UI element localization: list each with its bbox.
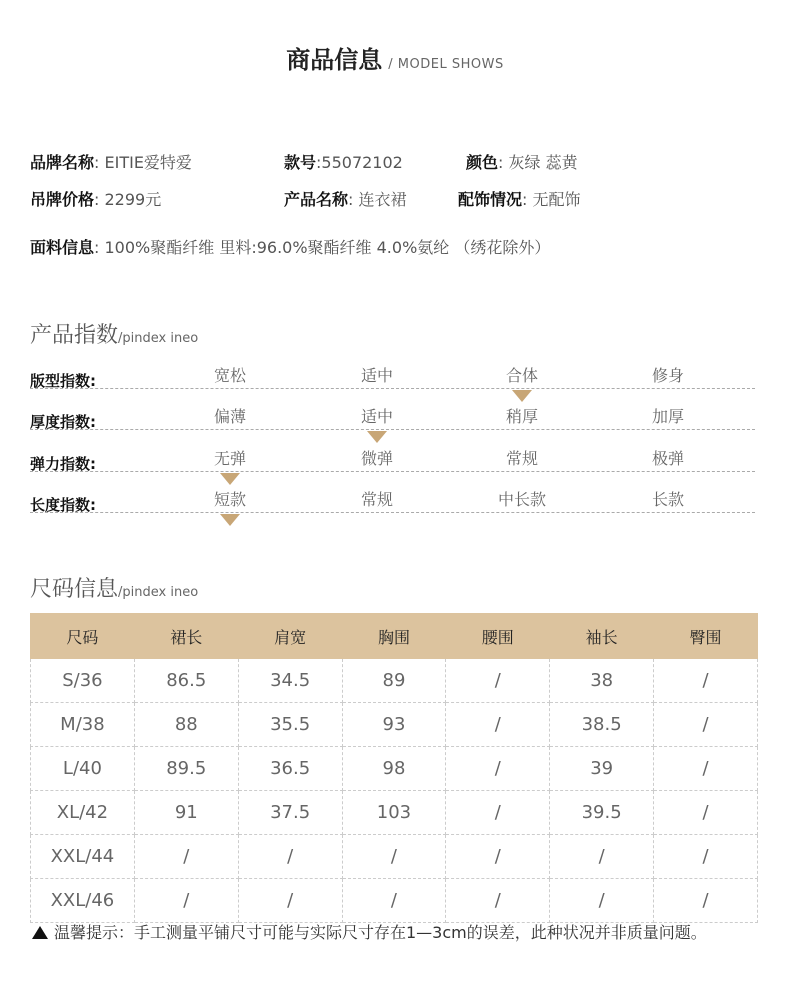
section-subtitle: /pindex ineo (118, 585, 199, 600)
info-sep: : (348, 190, 354, 209)
table-cell: 35.5 (238, 703, 342, 747)
section-title-text: 产品指数 (30, 323, 119, 348)
info-sep: : (94, 153, 100, 172)
index-option: 常规 (505, 449, 538, 468)
table-cell: 36.5 (238, 747, 342, 791)
table-cell: / (654, 835, 758, 879)
tip-text: 温馨提示：手工测量平铺尺寸可能与实际尺寸存在1—3cm的误差，此种状况并非质量问题。 (54, 923, 707, 942)
table-cell: / (446, 791, 550, 835)
table-row (31, 659, 758, 703)
column-header: 裙长 (134, 614, 238, 659)
index-label: 版型指数: (30, 372, 96, 390)
info-label: 产品名称 (284, 190, 349, 209)
info-value: 灰绿 蕊黄 (503, 153, 578, 172)
index-option: 加厚 (651, 407, 684, 426)
info-style-no (284, 150, 403, 173)
product-index-title (30, 318, 198, 349)
index-option: 适中 (360, 366, 393, 385)
table-cell: / (550, 835, 654, 879)
table-cell: XXL/46 (31, 879, 135, 923)
table-cell: 39 (550, 747, 654, 791)
table-cell: 37.5 (238, 791, 342, 835)
section-title-text: 尺码信息 (30, 577, 119, 602)
index-option: 极弹 (651, 449, 684, 468)
index-option: 常规 (360, 490, 393, 509)
table-cell: L/40 (31, 747, 135, 791)
table-cell: 103 (342, 791, 446, 835)
table-cell: 91 (134, 791, 238, 835)
info-label: 品牌名称 (30, 153, 95, 172)
table-cell: / (342, 835, 446, 879)
info-sep: : (522, 190, 528, 209)
column-header: 臀围 (654, 614, 758, 659)
index-option: 稍厚 (505, 407, 538, 426)
index-option: 宽松 (213, 366, 246, 385)
info-value: 无配饰 (527, 190, 581, 209)
index-option: 合体 (505, 366, 538, 385)
table-cell: 34.5 (238, 659, 342, 703)
index-option: 修身 (651, 366, 684, 385)
index-option: 中长款 (497, 490, 546, 509)
size-info-title (30, 572, 198, 603)
table-cell: / (654, 659, 758, 703)
info-label: 配饰情况 (458, 190, 523, 209)
table-cell: 89 (342, 659, 446, 703)
column-header: 袖长 (550, 614, 654, 659)
info-label: 吊牌价格 (30, 190, 95, 209)
table-cell: 89.5 (134, 747, 238, 791)
table-cell: 98 (342, 747, 446, 791)
table-cell: XL/42 (31, 791, 135, 835)
info-value: EITIE爱特爱 (99, 153, 192, 172)
table-row (31, 703, 758, 747)
size-table (30, 613, 758, 923)
page-title (0, 40, 790, 75)
table-cell: / (446, 659, 550, 703)
info-value: 连衣裙 (353, 190, 407, 209)
info-accessories (458, 187, 581, 210)
section-subtitle: /pindex ineo (118, 331, 199, 346)
table-row (31, 747, 758, 791)
index-row-fit (30, 354, 755, 389)
table-cell: / (550, 879, 654, 923)
info-sep: : (316, 153, 322, 172)
info-sep: : (94, 238, 100, 257)
index-row-elasticity (30, 437, 755, 472)
info-color (466, 150, 578, 173)
table-cell: 39.5 (550, 791, 654, 835)
table-row (31, 835, 758, 879)
index-option: 适中 (360, 407, 393, 426)
info-label: 颜色 (466, 153, 499, 172)
table-cell: / (446, 747, 550, 791)
column-header: 胸围 (342, 614, 446, 659)
index-option: 短款 (213, 490, 246, 509)
table-cell: 93 (342, 703, 446, 747)
info-value: 100%聚酯纤维 里料:96.0%聚酯纤维 4.0%氨纶 （绣花除外） (99, 238, 551, 257)
table-cell: / (238, 835, 342, 879)
table-row (31, 791, 758, 835)
info-brand (30, 150, 192, 173)
table-cell: XXL/44 (31, 835, 135, 879)
table-cell: M/38 (31, 703, 135, 747)
table-cell: 38.5 (550, 703, 654, 747)
info-value: 55072102 (321, 153, 403, 172)
table-cell: / (446, 835, 550, 879)
info-product-name (284, 187, 407, 210)
info-label: 面料信息 (30, 238, 95, 257)
index-option: 偏薄 (213, 407, 246, 426)
table-cell: / (134, 835, 238, 879)
warning-icon (32, 926, 48, 939)
table-cell: / (238, 879, 342, 923)
info-sep: : (94, 190, 100, 209)
column-header: 尺码 (31, 614, 135, 659)
index-option: 无弹 (213, 449, 246, 468)
index-option: 长款 (651, 490, 684, 509)
table-cell: / (654, 703, 758, 747)
info-label: 款号 (284, 153, 317, 172)
table-cell: / (654, 879, 758, 923)
column-header: 肩宽 (238, 614, 342, 659)
index-label: 厚度指数: (30, 413, 96, 431)
table-row (31, 879, 758, 923)
index-label: 长度指数: (30, 496, 96, 514)
table-cell: 86.5 (134, 659, 238, 703)
title-main: 商品信息 (286, 46, 383, 74)
table-cell: 88 (134, 703, 238, 747)
index-option: 微弹 (360, 449, 393, 468)
info-fabric (30, 235, 550, 258)
index-row-length (30, 478, 755, 513)
info-price (30, 187, 161, 210)
info-sep: : (498, 153, 504, 172)
info-value: 2299元 (99, 190, 162, 209)
size-table-header (31, 614, 758, 659)
table-cell: / (342, 879, 446, 923)
index-label: 弹力指数: (30, 455, 96, 473)
table-cell: 38 (550, 659, 654, 703)
index-marker (220, 514, 240, 526)
tip-note (32, 920, 707, 943)
table-cell: / (446, 703, 550, 747)
table-cell: / (654, 791, 758, 835)
table-cell: S/36 (31, 659, 135, 703)
table-cell: / (446, 879, 550, 923)
title-sub: / MODEL SHOWS (388, 57, 504, 72)
column-header: 腰围 (446, 614, 550, 659)
index-row-thickness (30, 395, 755, 430)
table-cell: / (134, 879, 238, 923)
table-cell: / (654, 747, 758, 791)
